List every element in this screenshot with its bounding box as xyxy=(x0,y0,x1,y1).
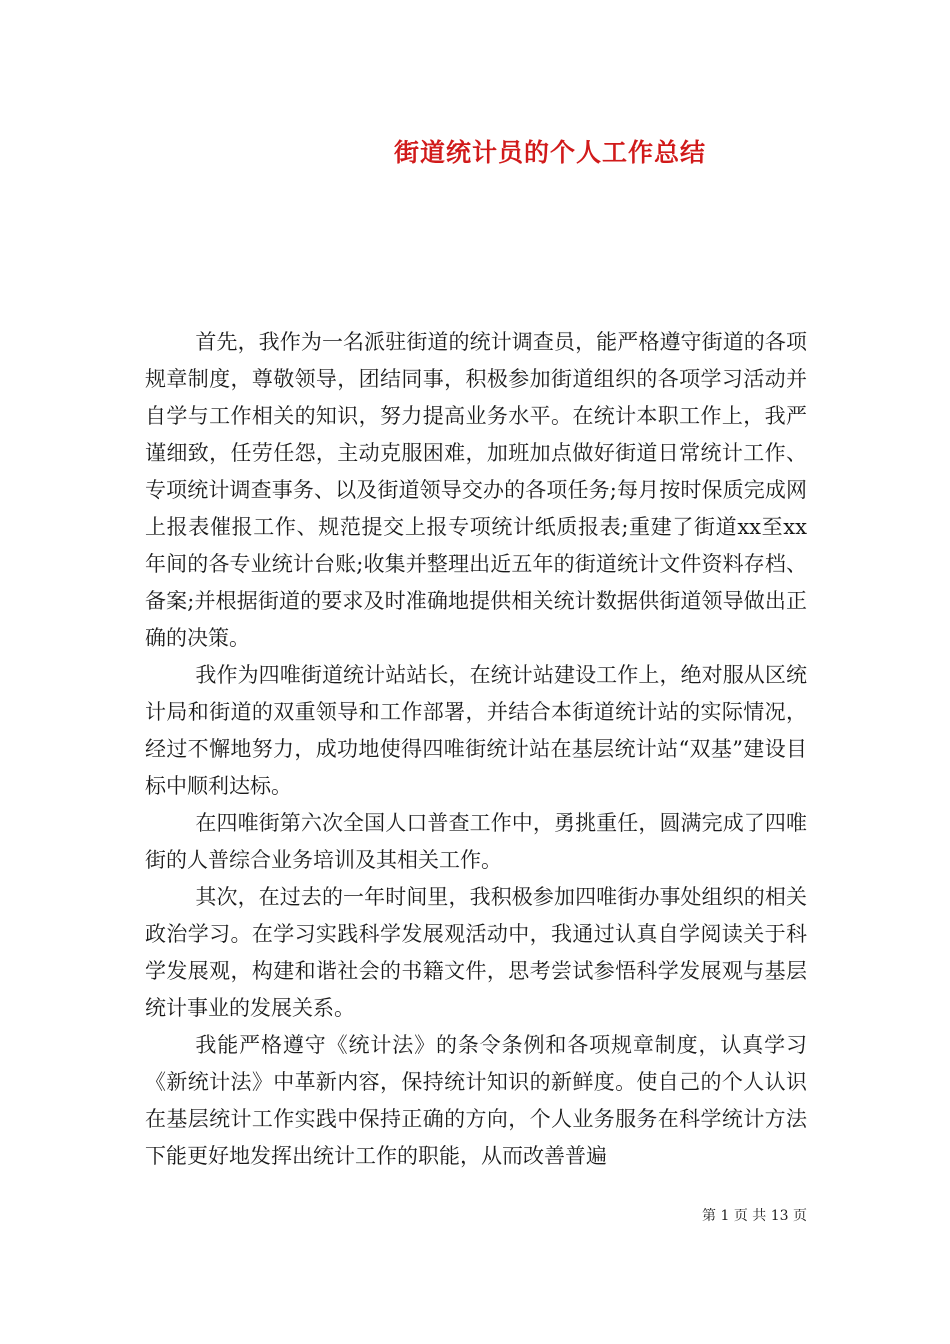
page-number: 第 1 页 共 13 页 xyxy=(702,1208,807,1224)
document-title: 街道统计员的个人工作总结 xyxy=(393,138,706,167)
document-body xyxy=(145,324,807,1175)
paragraph-3: 在四唯街第六次全国人口普查工作中，勇挑重任，圆满完成了四唯街的人普综合业务培训及其相关工作。 xyxy=(145,811,807,872)
paragraph-5: 我能严格遵守《统计法》的条令条例和各项规章制度，认真学习《新统计法》中革新内容，保持统计知识的新鲜度。使自己的个人认识在基层统计工作实践中保持正确的方向，个人业务服务在科学统计方法下能更好地发挥出统计工作的职能，从而改善普遍 xyxy=(145,1033,807,1168)
paragraph-1: 首先，我作为一名派驻街道的统计调查员，能严格遵守街道的各项规章制度，尊敬领导，团结同事，积极参加街道组织的各项学习活动并自学与工作相关的知识，努力提高业务水平。在统计本职工作上，我严谨细致，任劳任怨，主动克服困难，加班加点做好街道日常统计工作、专项统计调查事务、以及街道领导交办的各项任务;每月按时保质完成网上报表催报工作、规范提交上报专项统计纸质报表;重建了街道xx至xx年间的各专业统计台账;收集并整理出近五年的街道统计文件资料存档、备案;并根据街道的要求及时准确地提供相关统计数据供街道领导做出正确的决策。 xyxy=(145,330,807,650)
paragraph-2: 我作为四唯街道统计站站长，在统计站建设工作上，绝对服从区统计局和街道的双重领导和工作部署，并结合本街道统计站的实际情况，经过不懈地努力，成功地使得四唯街统计站在基层统计站“双基”建设目标中顺利达标。 xyxy=(145,663,807,798)
paragraph-4: 其次，在过去的一年时间里，我积极参加四唯街办事处组织的相关政治学习。在学习实践科学发展观活动中，我通过认真自学阅读关于科学发展观，构建和谐社会的书籍文件，思考尝试参悟科学发展观与基层统计事业的发展关系。 xyxy=(145,885,807,1020)
